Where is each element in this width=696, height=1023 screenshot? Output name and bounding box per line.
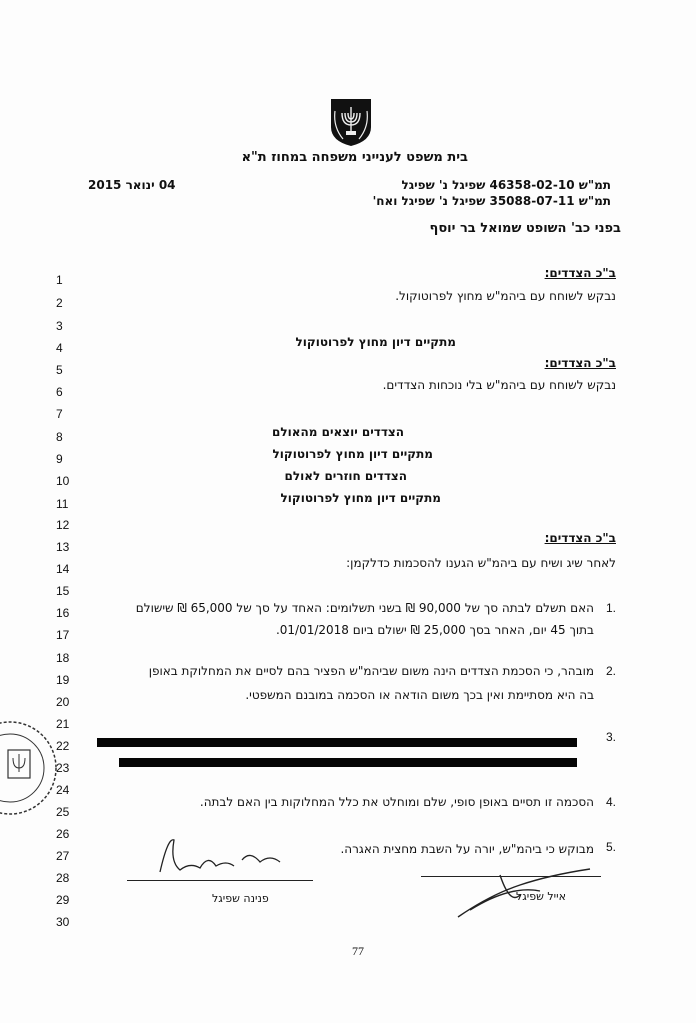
redaction-bar [119,758,577,767]
right-signature-line [421,876,601,877]
line-number: 11 [56,497,69,511]
request-off-record: נבקש לשוחח עם ביהמ"ש מחוץ לפרוטוקול. [395,289,616,303]
line-number: 25 [56,805,70,819]
line-number: 22 [56,739,70,753]
item-1-line-b: בתוך 45 יום, האחר בסך 25,000 ₪ ישולם ביום 01/01/2018. [275,623,594,637]
left-signature-scribble [150,832,290,882]
item-2-line-b: בה היא מסתיימת ואין בכך משום הודאה או הסכמה במובנם המשפטי. [245,688,594,702]
page-number: 77 [352,944,364,958]
judge-name: בפני כב' השופט שמואל בר יוסף [429,221,621,236]
line-number: 3 [56,319,63,333]
off-record-note: מתקיים דיון מחוץ לפרוטוקול [280,491,441,505]
item-2-line-a: מובהר, כי הסכמת הצדדים הינה משום שביהמ"ש הפציר בהם לסיים את המחלוקת באופן [148,664,594,678]
party-label: ב"כ הצדדים: [544,531,616,545]
line-number: 17 [56,628,70,642]
line-number: 27 [56,849,70,863]
line-number: 18 [56,651,70,665]
item-number: 5. [606,840,617,854]
line-number: 14 [56,562,70,576]
redaction-bar [97,738,577,747]
hearing-date: 04 ינואר 2015 [88,178,176,192]
item-5-line-a: מבוקש כי ביהמ"ש, יורה על השבת מחצית האגרה. [340,842,594,856]
parties-exit-note: הצדדים יוצאים מהאולם [272,425,404,439]
case-number-1: תמ"ש 46358-02-10 שפיגל נ' שפיגל [401,178,611,192]
right-signatory-name: אייל שפיגל [516,890,566,903]
parties-return-note: הצדדים חוזרים לאולם [284,469,407,483]
request-without-parties: נבקש לשוחח עם ביהמ"ש בלי נוכחות הצדדים. [382,378,616,392]
line-number: 28 [56,871,70,885]
item-4-line-a: הסכמה זו תסיים באופן סופי, שלם ומוחלט את כלל המחלוקות בין האם לבתה. [199,795,594,809]
item-number: 3. [606,730,617,744]
line-number: 4 [56,341,63,355]
line-number: 2 [56,296,63,310]
line-number: 20 [56,695,70,709]
line-number: 24 [56,783,70,797]
line-number: 15 [56,584,70,598]
line-number: 23 [56,761,70,775]
line-number: 16 [56,606,70,620]
line-number: 7 [56,407,63,421]
line-number: 9 [56,452,63,466]
party-label: ב"כ הצדדים: [544,266,616,280]
case-number-2: תמ"ש 35088-07-11 שפיגל נ' שפיגל ואח' [372,194,611,208]
item-1-line-a: האם תשלם לבתה סך של 90,000 ₪ בשני תשלומים: האחד על סך של 65,000 ₪ שישולם [135,601,594,615]
line-number: 13 [56,540,70,554]
line-number: 6 [56,385,63,399]
line-number: 10 [56,474,70,488]
item-number: 1. [606,601,617,615]
court-name: בית משפט לענייני משפחה במחוז ת"א [241,150,468,165]
left-signatory-name: פנינה שפיגל [212,892,269,905]
party-label: ב"כ הצדדים: [544,356,616,370]
line-number: 29 [56,893,70,907]
line-number: 1 [56,273,63,287]
line-number: 30 [56,915,70,929]
line-number: 12 [56,518,70,532]
agreement-intro: לאחר שיג ושיח עם ביהמ"ש הגענו להסכמות כדלקמן: [346,556,616,570]
state-emblem-icon [325,97,377,147]
off-record-note: מתקיים דיון מחוץ לפרוטוקול [295,335,456,349]
left-signature-line [127,880,313,881]
line-number: 21 [56,717,70,731]
off-record-note: מתקיים דיון מחוץ לפרוטוקול [272,447,433,461]
item-number: 2. [606,664,617,678]
line-number: 26 [56,827,70,841]
court-stamp-icon [0,712,68,827]
line-number: 19 [56,673,70,687]
line-number: 8 [56,430,63,444]
line-number: 5 [56,363,63,377]
item-number: 4. [606,795,617,809]
